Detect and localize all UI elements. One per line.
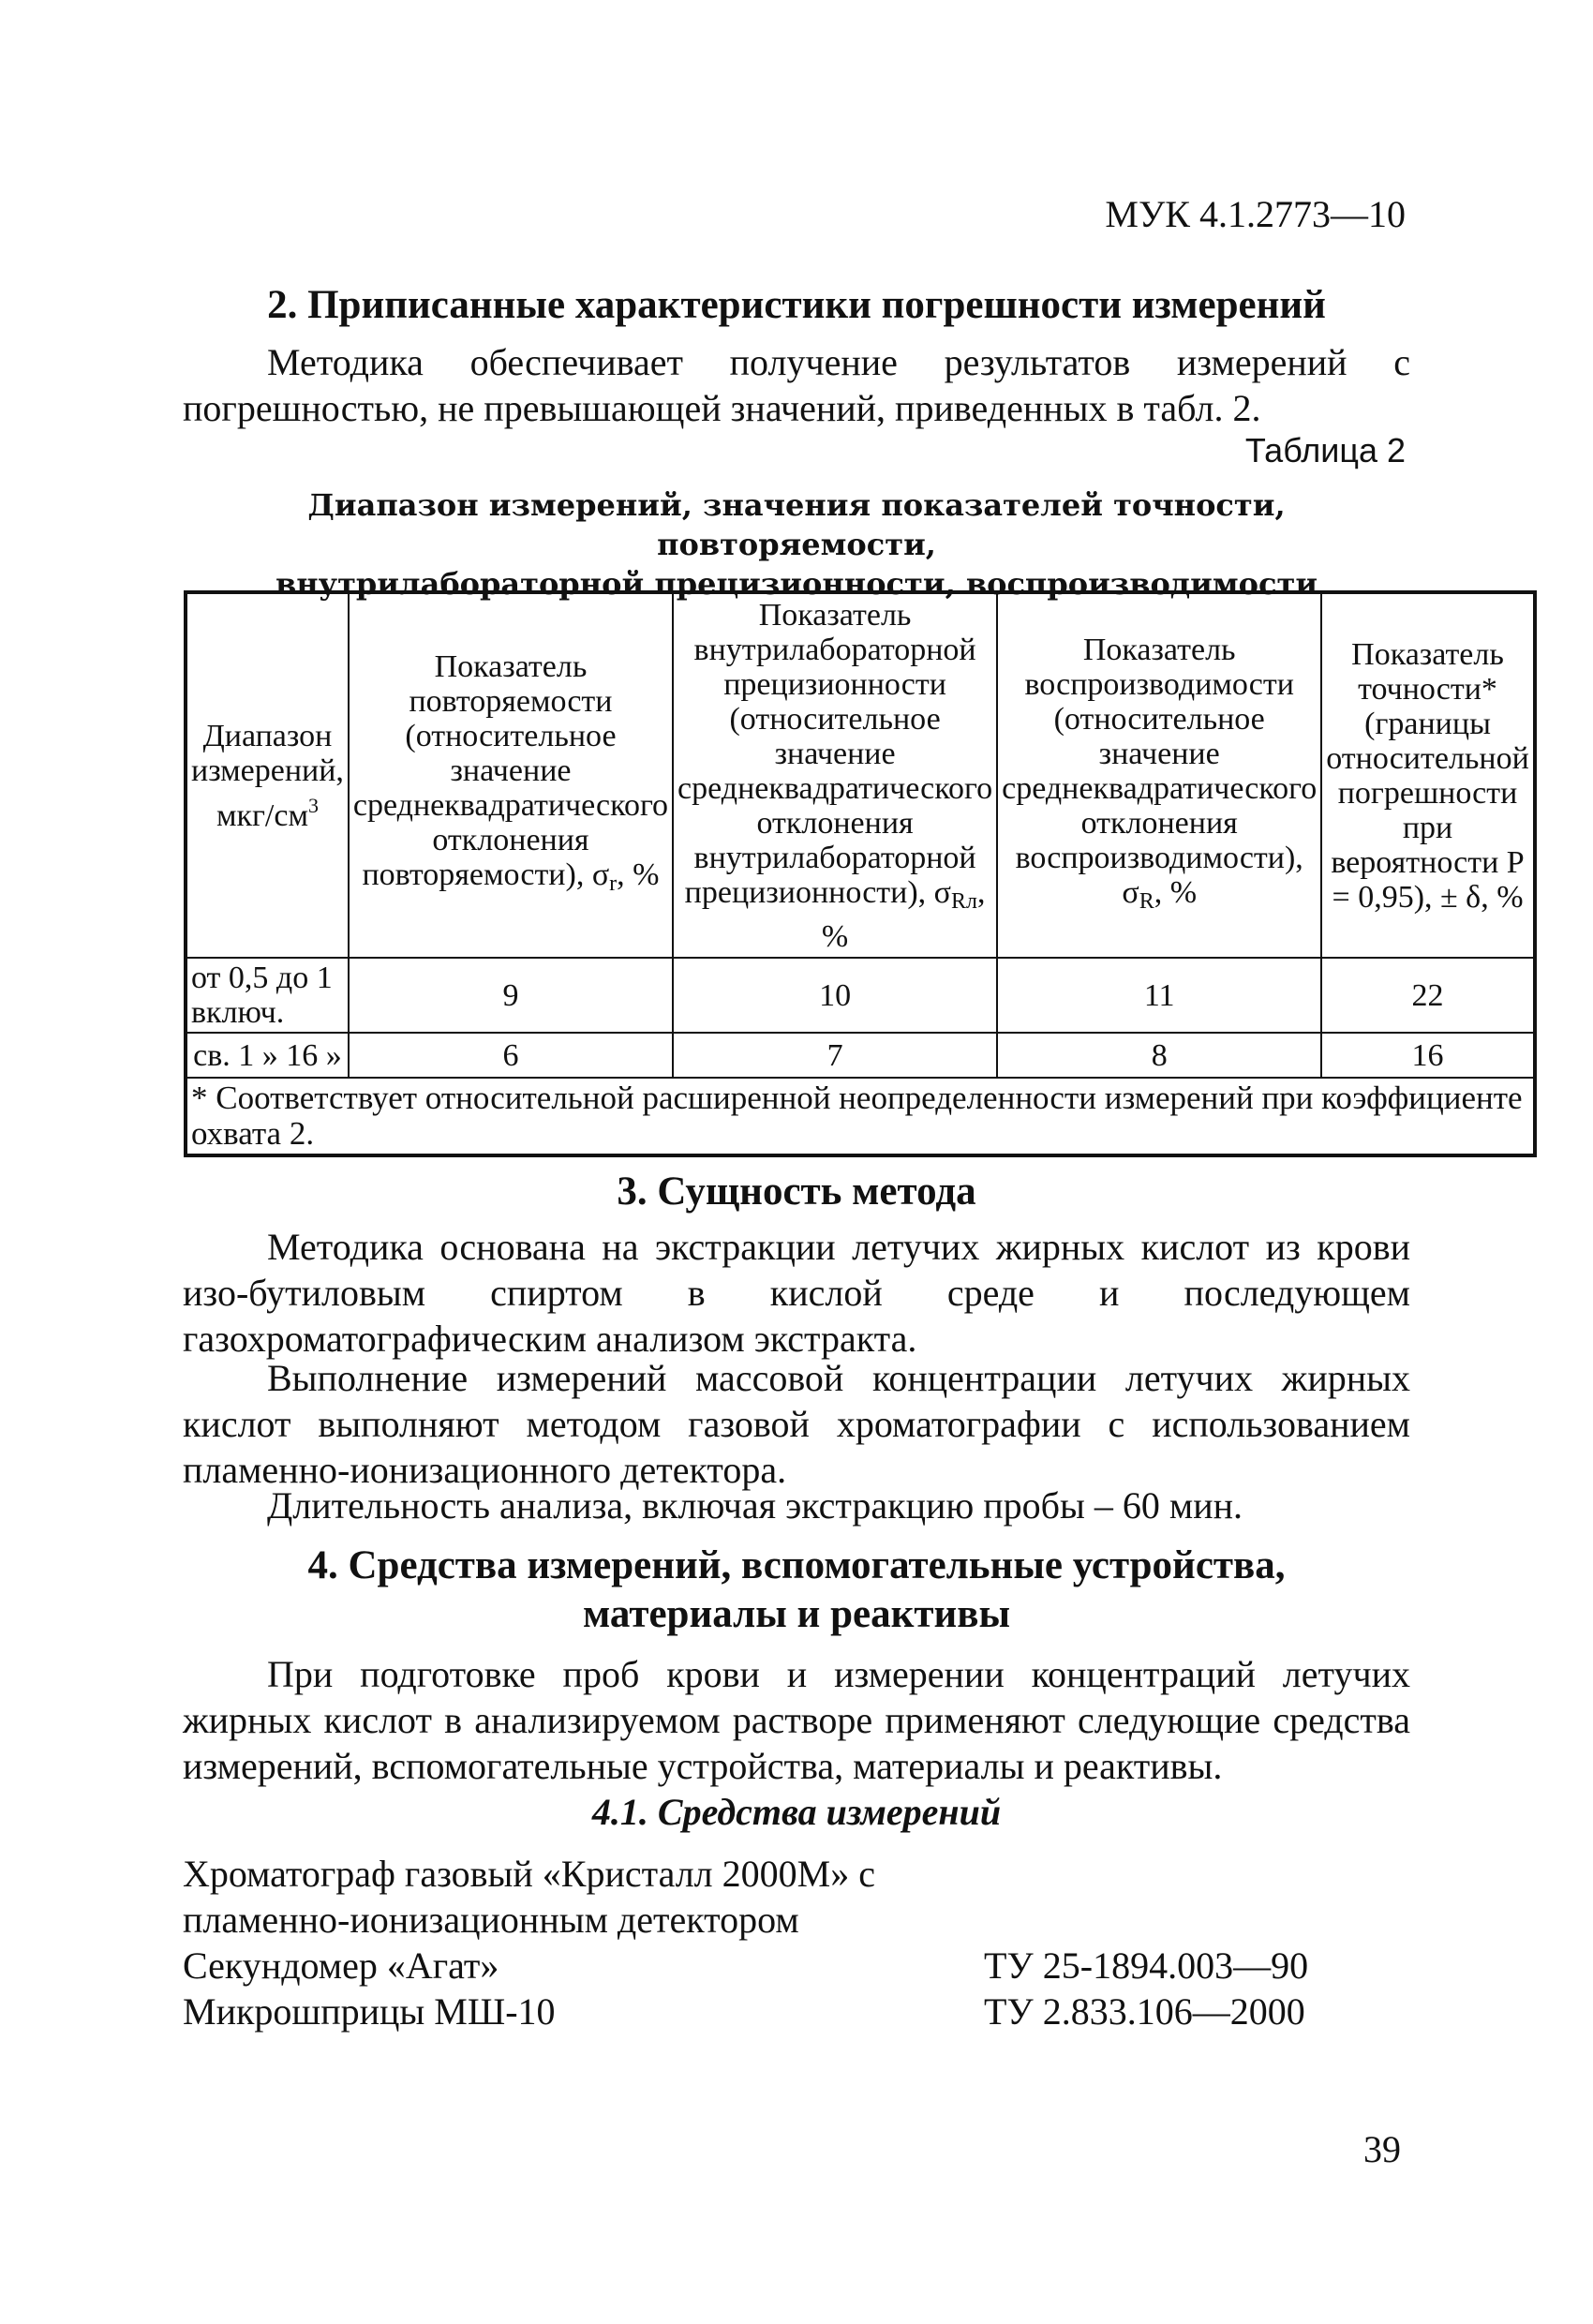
equipment-item: Хроматограф газовый «Кристалл 2000М» с <box>183 1853 875 1895</box>
header-reproducibility: Показатель воспроизводимости (относительное значение среднеквадратического отклонения воспроизводимости), $\sigma_R$, % <box>997 592 1321 958</box>
table-footnote: * Соответствует относительной расширенной неопределенности измерений при коэффициенте охвата 2. <box>186 1078 1535 1155</box>
section-4-paragraph: При подготовке проб крови и измерении концентраций летучих жирных кислот в анализируемом растворе применяют следующие средства измерений, вспомогательные устройства, материалы и реактивы. <box>183 1653 1410 1787</box>
equipment-item: Секундомер «Агат» <box>183 1944 499 1987</box>
cell-range: св. 1 » 16 » <box>186 1033 349 1078</box>
document-code: МУК 4.1.2773—10 <box>1105 193 1406 235</box>
header-accuracy: Показатель точности* (границы относительной погрешности при вероятности Р = 0,95), ± δ, % <box>1321 592 1535 958</box>
table-row <box>186 958 1535 1033</box>
cell-repeatability: 6 <box>349 1033 673 1078</box>
cell-intralab: 10 <box>673 958 997 1033</box>
cell-accuracy: 22 <box>1321 958 1535 1033</box>
table-caption-line-2: внутрилабораторной прецизионности, воспроизводимости <box>275 566 1318 602</box>
subsection-4-1-title: 4.1. Средства измерений <box>591 1791 1002 1833</box>
section-2-paragraph: Методика обеспечивает получение результатов измерений с погрешностью, не превышающей значений, приведенных в табл. 2. <box>183 341 1410 429</box>
table-header-row <box>186 592 1535 958</box>
section-3-paragraph-2: Выполнение измерений массовой концентрации летучих жирных кислот выполняют методом газовой хроматографии с использованием пламенно-ионизационного детектора. <box>183 1357 1410 1491</box>
table-footnote-row <box>186 1078 1535 1155</box>
section-4-title-line-2: материалы и реактивы <box>582 1592 1011 1636</box>
header-repeatability: Показатель повторяемости (относительное значение среднеквадратического отклонения повторяемости), $\sigma_r$, % <box>349 592 673 958</box>
cell-reproducibility: 8 <box>997 1033 1321 1078</box>
header-range: Диапазон измерений, мкг/$см^3$ <box>186 592 349 958</box>
page-number: 39 <box>1363 2128 1401 2170</box>
cell-intralab: 7 <box>673 1033 997 1078</box>
section-3-paragraph-3: Длительность анализа, включая экстракцию пробы – 60 мин. <box>267 1484 1243 1527</box>
precision-table <box>184 590 1537 1157</box>
section-2-title: 2. Приписанные характеристики погрешности измерений <box>267 283 1326 327</box>
table-label: Таблица 2 <box>1244 431 1406 469</box>
section-4-title <box>183 1542 1410 1639</box>
section-3-paragraph-1: Методика основана на экстракции летучих жирных кислот из крови изо-бутиловым спиртом в кислой среде и последующем газохроматографическим анализом экстракта. <box>183 1226 1410 1360</box>
cell-range: от 0,5 до 1 включ. <box>186 958 349 1033</box>
table-row <box>186 1033 1535 1078</box>
cell-accuracy: 16 <box>1321 1033 1535 1078</box>
cell-repeatability: 9 <box>349 958 673 1033</box>
equipment-spec: ТУ 25-1894.003—90 <box>984 1944 1309 1987</box>
table-caption <box>183 485 1410 603</box>
section-3-title: 3. Сущность метода <box>617 1169 976 1214</box>
equipment-spec: ТУ 2.833.106—2000 <box>984 1990 1305 2033</box>
section-4-title-line-1: 4. Средства измерений, вспомогательные устройства, <box>307 1543 1286 1587</box>
table-caption-line-1: Диапазон измерений, значения показателей точности, повторяемости, <box>307 487 1286 562</box>
equipment-item: пламенно-ионизационным детектором <box>183 1899 799 1941</box>
header-intralab-precision: Показатель внутрилабораторной прецизионности (относительное значение среднеквадратического отклонения внутрилабораторной прецизионности), $\sigma_{Rл}$, % <box>673 592 997 958</box>
equipment-item: Микрошприцы МШ-10 <box>183 1990 556 2033</box>
cell-reproducibility: 11 <box>997 958 1321 1033</box>
